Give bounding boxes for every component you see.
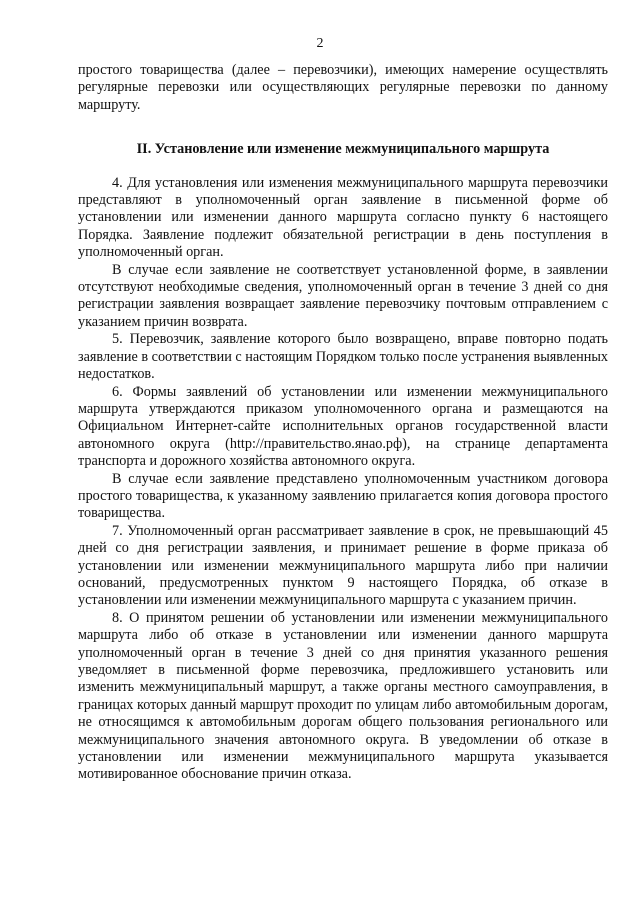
- paragraph-item-5: 5. Перевозчик, заявление которого было возвращено, вправе повторно подать заявление в соответствии с настоящим Порядком только после устранения выявленных недостатков.: [78, 331, 608, 383]
- page-number: 2: [316, 36, 324, 51]
- paragraph-item-6: 6. Формы заявлений об установлении или изменении межмуниципального маршрута утверждаются приказом уполномоченного органа и размещаются на Официальном Интернет-сайте исполнительных органов государственной власти автономного округа (http://правительство.янао.рф), на странице департамента транспорта и дорожного хозяйства автономного округа.: [78, 383, 608, 470]
- intro-paragraph: простого товарищества (далее – перевозчики), имеющих намерение осуществлять регулярные перевозки или осуществляющих регулярные перевозки по данному маршруту.: [78, 62, 608, 113]
- section-heading: II. Установление или изменение межмуниципального маршрута: [136, 141, 550, 158]
- paragraph-item-6-partnership: В случае если заявление представлено уполномоченным участником договора простого товарищества, к указанному заявлению прилагается копия договора простого товарищества.: [78, 470, 608, 522]
- paragraph-item-4: 4. Для установления или изменения межмуниципального маршрута перевозчики представляют в уполномоченный орган заявление в письменной форме об установлении или изменении данного маршрута согласно пункту 6 настоящего Порядка. Заявление подлежит обязательной регистрации в день поступления в уполномоченный орган.: [78, 174, 608, 261]
- document-body: [78, 62, 608, 784]
- paragraph-item-4-return: В случае если заявление не соответствует установленной форме, в заявлении отсутствуют необходимые сведения, уполномоченный орган в течение 3 дней со дня регистрации заявления возвращает заявление перевозчику почтовым отправлением с указанием причин возврата.: [78, 261, 608, 330]
- paragraph-item-8: 8. О принятом решении об установлении или изменении межмуниципального маршрута либо об отказе в установлении или изменении данного маршрута уполномоченный орган в течение 3 дней со дня принятия указанного решения уведомляет в письменной форме перевозчика, предложившего установить или изменить межмуниципальный маршрут, а также органы местного самоуправления, в границах которых данный маршрут проходит по улицам либо автомобильным дорогам, не относящимся к автомобильным дорогам общего пользования регионального или межмуниципального значения автономного округа. В уведомлении об отказе в установлении или изменении межмуниципального маршрута указывается мотивированное обоснование причин отказа.: [78, 609, 608, 783]
- paragraph-item-7: 7. Уполномоченный орган рассматривает заявление в срок, не превышающий 45 дней со дня регистрации заявления, и принимает решение в форме приказа об установлении или изменении межмуниципального маршрута либо при наличии оснований, предусмотренных пунктом 9 настоящего Порядка, об отказе в установлении или изменении межмуниципального маршрута с указанием причин.: [78, 522, 608, 609]
